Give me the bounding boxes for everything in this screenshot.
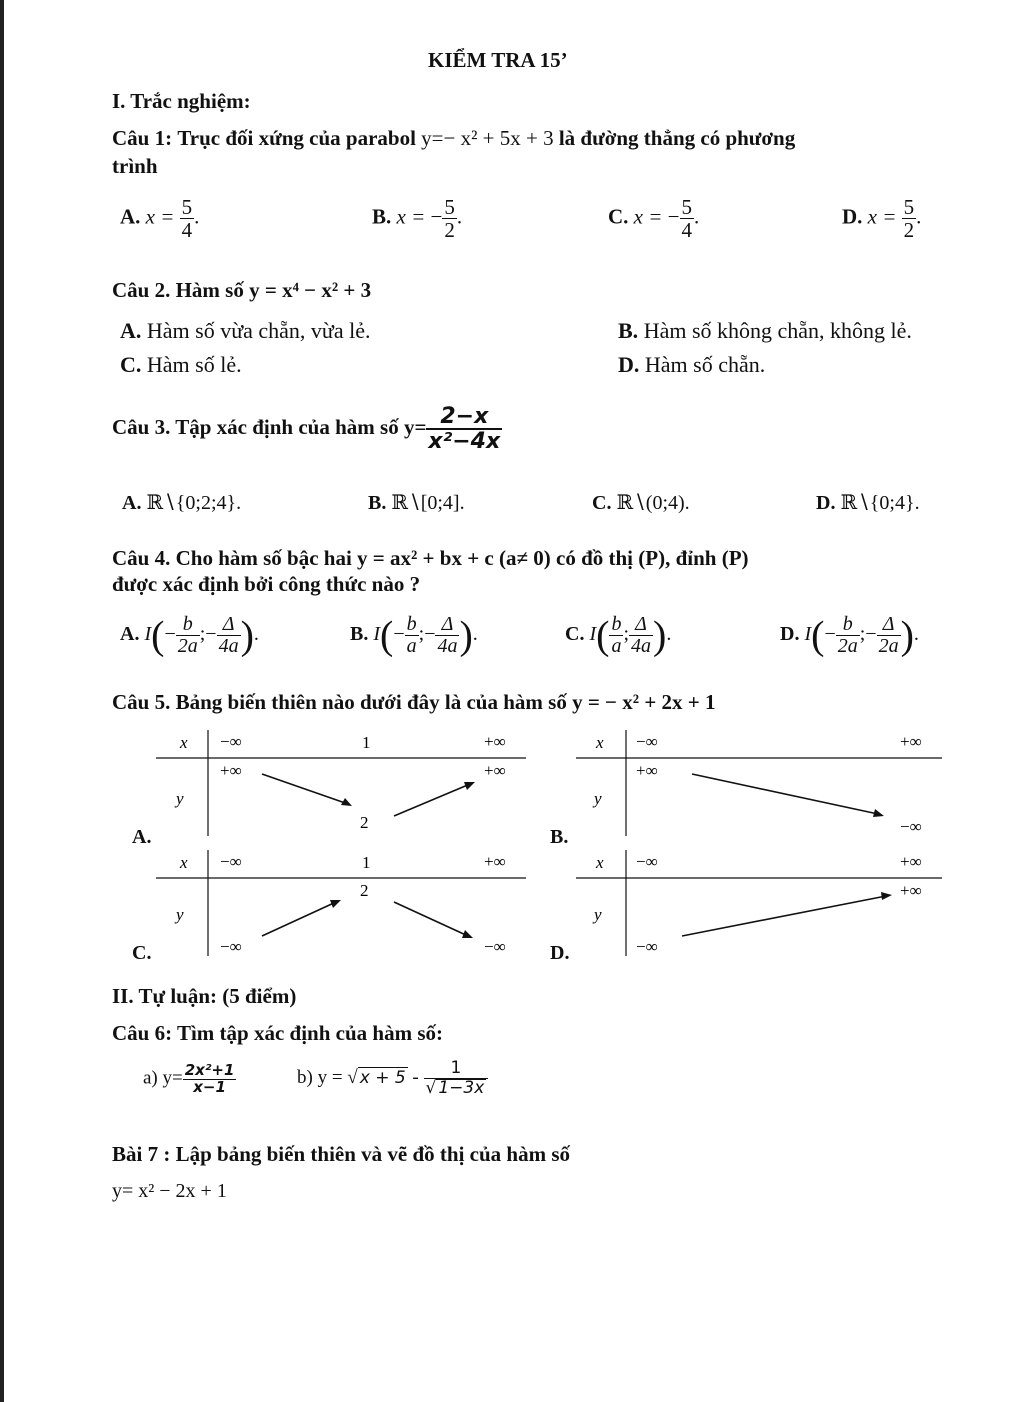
x-label: x xyxy=(596,733,604,752)
x-value: −∞ xyxy=(220,732,242,751)
y-value: +∞ xyxy=(484,761,506,780)
sign: − xyxy=(824,623,836,646)
minus: - xyxy=(412,1067,419,1089)
q4-option-d: D. I(− $\frac{b}{2a}$ ;− $\frac{\Delta}{2a}$ ). xyxy=(780,612,919,658)
q2-option-c xyxy=(120,352,242,378)
q1-option-a: A. x = $\frac{5}{4}$ . xyxy=(120,195,200,243)
q3-option-d xyxy=(816,490,920,515)
variation-table-c xyxy=(112,844,532,969)
q1-text-3: trình xyxy=(112,154,158,178)
q3-label: Câu 3. Tập xác định của hàm số xyxy=(112,414,399,439)
arrow-increase xyxy=(682,896,886,936)
denominator: 4 xyxy=(181,218,193,243)
option-text: Hàm số không chẵn, không lẻ. xyxy=(643,318,912,343)
numerator: 5 xyxy=(681,195,693,219)
numerator: b xyxy=(611,613,622,635)
table-a-letter: A. xyxy=(132,826,152,848)
question-2 xyxy=(112,278,371,303)
y-value: +∞ xyxy=(220,761,242,780)
section-essay: II. Tự luận: (5 điểm) xyxy=(112,984,297,1008)
arrow-head xyxy=(873,809,884,817)
q6-part-a xyxy=(143,1063,236,1096)
x-value: +∞ xyxy=(484,852,506,871)
denominator: 2a xyxy=(837,635,858,657)
q3-y: y= xyxy=(403,414,427,439)
numerator: 5 xyxy=(444,195,455,219)
option-letter: D. xyxy=(618,352,640,377)
option-letter: B. xyxy=(350,623,369,646)
x-value: 1 xyxy=(362,853,371,872)
q4-option-a: A. I(− $\frac{b}{2a}$ ;− $\frac{\Delta}{4a}$ ). xyxy=(120,612,259,658)
part-label: b) xyxy=(297,1067,313,1089)
q3-option-c xyxy=(592,490,690,515)
arrow-head xyxy=(330,900,341,908)
y-label: y xyxy=(594,905,602,924)
option-letter: B. xyxy=(618,318,639,343)
q4-line-1: Câu 4. Cho hàm số bậc hai y = ax² + bx + c (a≠ 0) có đồ thị (P), đỉnh (P) xyxy=(112,546,749,570)
option-text: Hàm số lẻ. xyxy=(146,352,242,377)
numerator: 5 xyxy=(181,195,193,219)
q1-label: Câu 1: xyxy=(112,126,173,150)
denominator: 2a xyxy=(878,635,899,657)
option-letter: C. xyxy=(592,492,612,514)
arrow-head xyxy=(462,930,473,938)
sign: − xyxy=(393,623,405,646)
table-c-letter: C. xyxy=(132,942,152,964)
sign: − xyxy=(164,623,176,646)
option-lhs: x = xyxy=(396,204,426,229)
variation-table-a xyxy=(112,724,532,849)
q1-text: Trục đối xứng của parabol xyxy=(177,126,416,150)
y-value: −∞ xyxy=(484,937,506,956)
y-label: y xyxy=(594,789,602,808)
x-label: x xyxy=(596,853,604,872)
x-value: −∞ xyxy=(636,852,658,871)
option-letter: A. xyxy=(122,492,142,514)
denominator: x−1 xyxy=(183,1079,237,1096)
q7-label: Bài 7 : Lập bảng biến thiên và vẽ đồ thị của hàm số xyxy=(112,1142,571,1166)
variation-table-b xyxy=(532,724,952,849)
q3-denominator: x²−4x xyxy=(428,429,501,455)
option-letter: C. xyxy=(565,623,585,646)
q6-label: Câu 6: Tìm tập xác định của hàm số: xyxy=(112,1021,443,1045)
q2-option-b xyxy=(618,318,912,344)
option-letter: C. xyxy=(608,204,629,229)
q2-formula: y = x⁴ − x² + 3 xyxy=(249,278,372,302)
denominator: a xyxy=(406,635,417,657)
sign: − xyxy=(205,623,217,646)
numerator: b xyxy=(406,613,417,635)
q1-text-2: là đường thẳng có phương xyxy=(558,126,796,150)
q1-option-c: C. x = − $\frac{5}{4}$ . xyxy=(608,195,700,243)
option-lhs: x = xyxy=(633,204,663,229)
denominator: 1−3x xyxy=(438,1077,485,1098)
y-value: −∞ xyxy=(636,937,658,956)
option-letter: A. xyxy=(120,204,141,229)
sign: − xyxy=(865,623,877,646)
sign: − xyxy=(424,623,436,646)
option-lhs: x = xyxy=(145,204,175,229)
table-d-letter: D. xyxy=(550,942,570,964)
q6-part-b: b) y = √ x + 5 - $\frac{1}{√ 1-3x}$ xyxy=(297,1060,488,1098)
arrow-decrease xyxy=(394,902,468,936)
y-eq: y= xyxy=(162,1067,183,1089)
arrow-decrease xyxy=(692,774,878,814)
option-letter: D. xyxy=(816,492,836,514)
variation-table-d xyxy=(532,844,952,969)
option-letter: D. xyxy=(780,623,800,646)
q1-option-b: B. x = − $\frac{5}{2}$ . xyxy=(372,195,463,243)
denominator: 4a xyxy=(437,635,458,657)
x-value: −∞ xyxy=(636,732,658,751)
option-lhs: x = xyxy=(867,204,897,229)
numerator: b xyxy=(182,613,193,635)
q2-option-d xyxy=(618,352,765,378)
page-left-edge xyxy=(0,0,4,1402)
numerator: Δ xyxy=(882,613,895,635)
option-letter: A. xyxy=(120,318,142,343)
numerator: 5 xyxy=(903,195,915,219)
y-value: +∞ xyxy=(636,761,658,780)
option-text: ℝ∖{0;2;4}. xyxy=(146,492,242,514)
y-label: y xyxy=(176,789,184,808)
sqrt-arg: x + 5 xyxy=(359,1068,406,1089)
numerator: b xyxy=(842,613,853,635)
q3-numerator: 2−x xyxy=(440,404,489,429)
denominator: 4a xyxy=(631,635,652,657)
y-value: −∞ xyxy=(900,817,922,836)
numerator: 1 xyxy=(450,1058,462,1078)
arrow-increase xyxy=(394,784,470,816)
q3-option-b xyxy=(368,490,465,515)
option-letter: A. xyxy=(120,623,140,646)
x-label: x xyxy=(180,733,188,752)
q4-option-c: C. I( $\frac{b}{a}$ ; $\frac{\Delta}{4a}$ ). xyxy=(565,612,672,658)
q5-formula: y = − x² + 2x + 1 xyxy=(572,690,716,714)
arrow-increase xyxy=(262,902,336,936)
option-sign: − xyxy=(667,204,680,229)
page-title: KIỂM TRA 15’ xyxy=(428,48,568,72)
option-text: ℝ∖(0;4). xyxy=(616,492,690,514)
option-text: Hàm số vừa chẵn, vừa lẻ. xyxy=(146,318,371,343)
arrow-head xyxy=(464,782,475,790)
q4-option-b: B. I(− $\frac{b}{a}$ ;− $\frac{\Delta}{4a}$ ). xyxy=(350,612,478,658)
arrow-head xyxy=(881,892,892,900)
denominator: 4 xyxy=(681,218,693,243)
arrow-decrease xyxy=(262,774,348,804)
q7-formula: y= x² − 2x + 1 xyxy=(112,1180,227,1202)
question-5 xyxy=(112,690,716,715)
question-3 xyxy=(112,405,502,453)
y-value: −∞ xyxy=(220,937,242,956)
x-label: x xyxy=(180,853,188,872)
q1-option-d: D. x = $\frac{5}{2}$ . xyxy=(842,195,922,243)
option-text: ℝ∖{0;4}. xyxy=(840,492,920,514)
option-letter: B. xyxy=(372,204,392,229)
table-b-letter: B. xyxy=(550,826,569,848)
denominator: 2 xyxy=(444,218,455,243)
y-value: 2 xyxy=(360,881,369,900)
question-1 xyxy=(112,126,795,151)
denominator: 2 xyxy=(903,218,915,243)
x-value: +∞ xyxy=(484,732,506,751)
numerator: Δ xyxy=(635,613,647,635)
option-text: Hàm số chẵn. xyxy=(644,352,766,377)
option-letter: D. xyxy=(842,204,863,229)
x-value: +∞ xyxy=(900,852,922,871)
x-value: −∞ xyxy=(220,852,242,871)
q1-formula: y=− x² + 5x + 3 xyxy=(421,126,554,150)
denominator: 2a xyxy=(177,635,198,657)
option-letter: B. xyxy=(368,492,387,514)
q3-option-a xyxy=(122,490,241,515)
y-value: 2 xyxy=(360,813,369,832)
q5-label: Câu 5. Bảng biến thiên nào dưới đây là của hàm số xyxy=(112,690,567,714)
section-multiple-choice: I. Trắc nghiệm: xyxy=(112,89,251,113)
option-sign: − xyxy=(430,204,443,229)
numerator: Δ xyxy=(222,613,235,635)
numerator: Δ xyxy=(441,613,454,635)
x-value: +∞ xyxy=(900,732,922,751)
y-label: y xyxy=(176,905,184,924)
denominator: 4a xyxy=(218,635,239,657)
q2-option-a xyxy=(120,318,371,344)
q2-label: Câu 2. Hàm số xyxy=(112,278,244,302)
part-label: a) xyxy=(143,1067,158,1089)
y-value: +∞ xyxy=(900,881,922,900)
option-text: ℝ∖[0;4]. xyxy=(391,492,465,514)
y-eq: y = xyxy=(317,1067,343,1089)
q4-line-2: được xác định bởi công thức nào ? xyxy=(112,572,421,596)
option-letter: C. xyxy=(120,352,142,377)
x-value: 1 xyxy=(362,733,371,752)
denominator: a xyxy=(611,635,622,657)
numerator: 2x²+1 xyxy=(184,1061,235,1079)
